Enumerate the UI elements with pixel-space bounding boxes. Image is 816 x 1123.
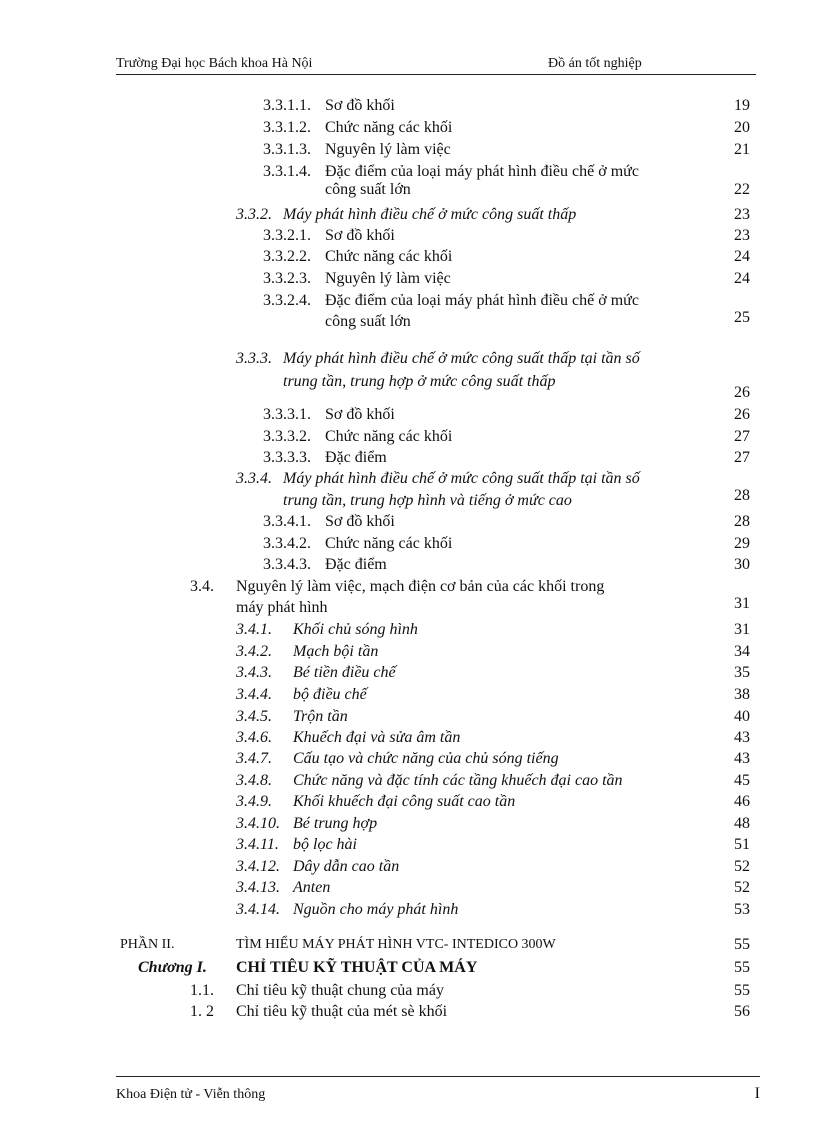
page-footer xyxy=(116,1076,760,1107)
header-school: Trường Đại học Bách khoa Hà Nội xyxy=(116,56,313,71)
header-doc-type: Đồ án tốt nghiệp xyxy=(548,56,642,71)
footer-department: Khoa Điện tử - Viễn thông xyxy=(116,1087,266,1102)
table-of-contents: 3.3.1.1. Sơ đồ khối 19 3.3.1.2. Chức năng các khối 20 3.3.1.3. Nguyên lý làm việc 21 3.3.1.4. Đặc điểm của loại máy phát hình điều chế ở mức công suất lớn 22 3.3.2. Máy phát hình điều chế ở mức công suất thấp 23 3.3.2.1. Sơ đồ khối 23 3.3.2.2. Chức năng các khối 24 3.3.2.3. Nguyên lý làm việc 24 3.3.2.4. Đặc điểm của loại máy phát hình điều chế ở mức công suất lớn 25 3.3.3. Máy phát hình điều chế ở mức công suất thấp tại tần số trung tần, trung hợp ở mức công suất thấp 26 3.3.3.1. Sơ đồ khối 26 3.3.3.2. Chức năng các khối 27 3.3.3.3. Đặc điểm 27 3.3.4. Máy phát hình điều chế ở mức công suất thấp tại tần số trung tần, trung hợp hình và tiếng ở mức cao 28 3.3.4.1. Sơ đồ khối 28 3.3.4.2. Chức năng các khối 29 3.3.4.3. Đặc điểm 30 3.4. Nguyên lý làm việc, mạch điện cơ bản của các khối trong máy phát hình 31 3.4.1. Khối chủ sóng hình 31 3.4.2. Mạch bội tần 34 3.4.3. Bé tiền điều chế 35 3.4.4. bộ điều chế 38 3.4.5. Trộn tần 40 3.4.6. Khuếch đại và sửa âm tần 43 3.4.7. Cấu tạo và chức năng của chủ sóng tiếng 43 3.4.8. Chức năng và đặc tính các tầng khuếch đại cao tần 45 3.4.9. Khối khuếch đại công suất cao tần 46 3.4.10. Bé trung hợp 48 3.4.11. bộ lọc hài 51 3.4.12. Dây dẫn cao tần 52 3.4.13. Anten 52 3.4.14. Nguồn cho máy phát hình 53 PHẦN II. TÌM HIỂU MÁY PHÁT HÌNH VTC- INTEDICO 300W 55 Chương I. CHỈ TIÊU KỸ THUẬT CỦA MÁY 55 1.1. Chỉ tiêu kỹ thuật chung của máy 55 1. 2 Chỉ tiêu kỹ thuật của mét sè khối 56 xyxy=(120,97,750,1020)
footer-page-number: I xyxy=(754,1085,760,1102)
